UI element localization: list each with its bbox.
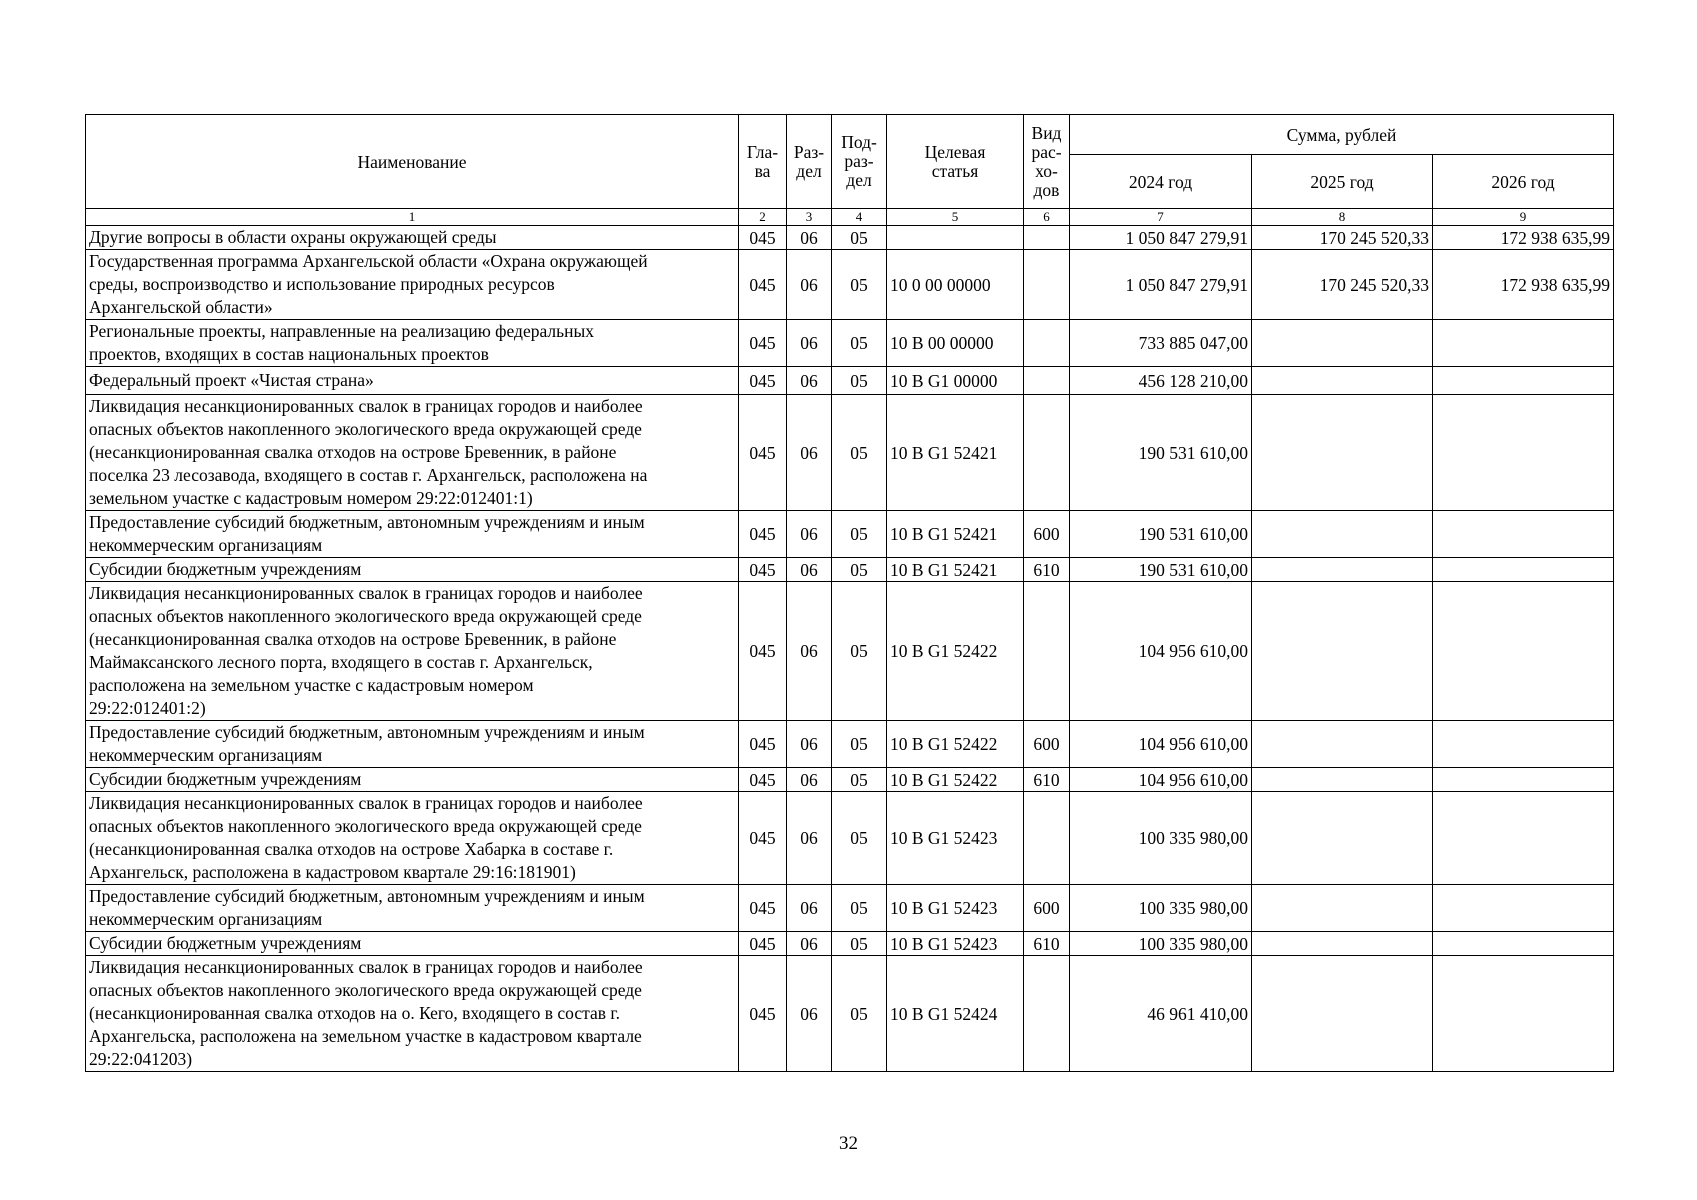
- table-body: [86, 226, 1614, 1072]
- cell-2024: 190 531 610,00: [1070, 395, 1252, 511]
- cell-name-line: некоммерческим организациям: [89, 745, 323, 765]
- cell-2026: [1433, 932, 1614, 956]
- cell-name-line: Предоставление субсидий бюджетным, автономным учреждениям и иным: [89, 722, 645, 742]
- cell-2024: 456 128 210,00: [1070, 367, 1252, 395]
- header-podrazdel: Под- раз- дел: [832, 115, 887, 209]
- cell-vid: [1024, 250, 1070, 320]
- cell-razdel: 06: [787, 395, 832, 511]
- cell-target: 10 В G1 52422: [887, 721, 1024, 768]
- cell-name-line: Федеральный проект «Чистая страна»: [89, 370, 374, 390]
- cell-razdel: 06: [787, 885, 832, 932]
- cell-2025: [1252, 792, 1433, 885]
- header-name: Наименование: [86, 115, 739, 209]
- column-number: 7: [1070, 209, 1252, 226]
- cell-2025: [1252, 768, 1433, 792]
- header-vid: Вид рас- хо- дов: [1024, 115, 1070, 209]
- table-row: [86, 320, 1614, 367]
- cell-glava: 045: [739, 250, 787, 320]
- cell-name: [86, 250, 739, 320]
- cell-podrazdel: 05: [832, 367, 887, 395]
- cell-target: 10 В G1 52421: [887, 558, 1024, 582]
- cell-podrazdel: 05: [832, 721, 887, 768]
- cell-name-line: расположена на земельном участке с кадастровым номером: [89, 675, 534, 695]
- table-row: [86, 721, 1614, 768]
- cell-target: 10 В G1 52421: [887, 395, 1024, 511]
- cell-2025: [1252, 956, 1433, 1072]
- cell-vid: [1024, 956, 1070, 1072]
- cell-glava: 045: [739, 721, 787, 768]
- cell-2026: [1433, 367, 1614, 395]
- cell-2024: 190 531 610,00: [1070, 558, 1252, 582]
- cell-podrazdel: 05: [832, 932, 887, 956]
- cell-name-line: опасных объектов накопленного экологического вреда окружающей среде: [89, 419, 642, 439]
- cell-2025: [1252, 721, 1433, 768]
- column-number-row: [86, 209, 1614, 226]
- cell-name-line: Региональные проекты, направленные на реализацию федеральных: [89, 321, 594, 341]
- cell-target: 10 В G1 52422: [887, 768, 1024, 792]
- cell-target: 10 В G1 52423: [887, 792, 1024, 885]
- header-glava: Гла- ва: [739, 115, 787, 209]
- cell-2025: 170 245 520,33: [1252, 250, 1433, 320]
- cell-2025: [1252, 367, 1433, 395]
- column-number: 5: [887, 209, 1024, 226]
- cell-name-line: Предоставление субсидий бюджетным, автономным учреждениям и иным: [89, 886, 645, 906]
- cell-razdel: 06: [787, 367, 832, 395]
- cell-2025: [1252, 558, 1433, 582]
- cell-name-line: 29:22:012401:2): [89, 698, 206, 718]
- table-row: [86, 511, 1614, 558]
- cell-2026: [1433, 721, 1614, 768]
- cell-2026: [1433, 395, 1614, 511]
- column-number: 9: [1433, 209, 1614, 226]
- column-number: 1: [86, 209, 739, 226]
- cell-2026: [1433, 511, 1614, 558]
- budget-table: [85, 114, 1614, 1072]
- cell-name-line: (несанкционированная свалка отходов на острове Бревенник, в районе: [89, 629, 617, 649]
- cell-2024: 1 050 847 279,91: [1070, 226, 1252, 250]
- cell-vid: 600: [1024, 511, 1070, 558]
- cell-name-line: опасных объектов накопленного экологического вреда окружающей среде: [89, 606, 642, 626]
- header-row-top: [86, 115, 1614, 155]
- cell-2026: 172 938 635,99: [1433, 226, 1614, 250]
- cell-podrazdel: 05: [832, 558, 887, 582]
- cell-target: [887, 226, 1024, 250]
- cell-name: [86, 395, 739, 511]
- cell-vid: 610: [1024, 768, 1070, 792]
- cell-razdel: 06: [787, 250, 832, 320]
- cell-podrazdel: 05: [832, 250, 887, 320]
- cell-vid: [1024, 320, 1070, 367]
- cell-glava: 045: [739, 885, 787, 932]
- cell-name: [86, 511, 739, 558]
- cell-2024: 190 531 610,00: [1070, 511, 1252, 558]
- column-number: 8: [1252, 209, 1433, 226]
- page-number: 32: [839, 1133, 858, 1154]
- cell-name-line: Субсидии бюджетным учреждениям: [89, 933, 362, 953]
- table-row: [86, 932, 1614, 956]
- cell-vid: 600: [1024, 885, 1070, 932]
- cell-2025: [1252, 511, 1433, 558]
- cell-2025: [1252, 582, 1433, 721]
- cell-name-line: Субсидии бюджетным учреждениям: [89, 769, 362, 789]
- cell-glava: 045: [739, 956, 787, 1072]
- cell-name: [86, 885, 739, 932]
- cell-2024: 100 335 980,00: [1070, 885, 1252, 932]
- cell-name: [86, 367, 739, 395]
- cell-glava: 045: [739, 768, 787, 792]
- cell-2024: 100 335 980,00: [1070, 932, 1252, 956]
- cell-name-line: Государственная программа Архангельской области «Охрана окружающей: [89, 251, 648, 271]
- header-razdel: Раз- дел: [787, 115, 832, 209]
- table-row: [86, 226, 1614, 250]
- header-target: Целевая статья: [887, 115, 1024, 209]
- table-row: [86, 956, 1614, 1072]
- cell-razdel: 06: [787, 558, 832, 582]
- cell-name-line: Ликвидация несанкционированных свалок в границах городов и наиболее: [89, 957, 643, 977]
- cell-name-line: Другие вопросы в области охраны окружающей среды: [89, 227, 497, 247]
- cell-2026: [1433, 792, 1614, 885]
- cell-2024: 100 335 980,00: [1070, 792, 1252, 885]
- cell-2026: [1433, 956, 1614, 1072]
- cell-name-line: среды, воспроизводство и использование природных ресурсов: [89, 274, 555, 294]
- cell-name-line: (несанкционированная свалка отходов на острове Бревенник, в районе: [89, 442, 617, 462]
- cell-podrazdel: 05: [832, 320, 887, 367]
- cell-name: [86, 721, 739, 768]
- cell-2024: 104 956 610,00: [1070, 768, 1252, 792]
- cell-podrazdel: 05: [832, 226, 887, 250]
- header-sum: Сумма, рублей: [1070, 115, 1614, 155]
- cell-podrazdel: 05: [832, 768, 887, 792]
- table-row: [86, 367, 1614, 395]
- column-number: 2: [739, 209, 787, 226]
- table-row: [86, 885, 1614, 932]
- cell-2026: 172 938 635,99: [1433, 250, 1614, 320]
- cell-name-line: опасных объектов накопленного экологического вреда окружающей среде: [89, 980, 642, 1000]
- cell-name-line: опасных объектов накопленного экологического вреда окружающей среде: [89, 816, 642, 836]
- cell-name-line: некоммерческим организациям: [89, 535, 323, 555]
- cell-razdel: 06: [787, 511, 832, 558]
- cell-vid: [1024, 582, 1070, 721]
- cell-name-line: Ликвидация несанкционированных свалок в границах городов и наиболее: [89, 583, 643, 603]
- cell-name: [86, 226, 739, 250]
- cell-2025: [1252, 395, 1433, 511]
- cell-2026: [1433, 768, 1614, 792]
- cell-2026: [1433, 558, 1614, 582]
- cell-podrazdel: 05: [832, 885, 887, 932]
- cell-target: 10 В G1 52423: [887, 932, 1024, 956]
- cell-glava: 045: [739, 558, 787, 582]
- column-number: 3: [787, 209, 832, 226]
- cell-name-line: некоммерческим организациям: [89, 909, 323, 929]
- cell-glava: 045: [739, 226, 787, 250]
- cell-name: [86, 768, 739, 792]
- cell-glava: 045: [739, 511, 787, 558]
- budget-table-container: [85, 114, 1614, 1072]
- cell-name-line: 29:22:041203): [89, 1049, 193, 1069]
- cell-glava: 045: [739, 582, 787, 721]
- cell-vid: [1024, 792, 1070, 885]
- cell-2026: [1433, 885, 1614, 932]
- cell-glava: 045: [739, 320, 787, 367]
- cell-2026: [1433, 320, 1614, 367]
- table-row: [86, 395, 1614, 511]
- cell-name: [86, 932, 739, 956]
- cell-name-line: Ликвидация несанкционированных свалок в границах городов и наиболее: [89, 793, 643, 813]
- cell-name-line: Архангельска, расположена на земельном участке в кадастровом квартале: [89, 1026, 642, 1046]
- cell-razdel: 06: [787, 956, 832, 1072]
- cell-name: [86, 792, 739, 885]
- cell-name: [86, 956, 739, 1072]
- cell-target: 10 В 00 00000: [887, 320, 1024, 367]
- table-row: [86, 768, 1614, 792]
- cell-vid: 610: [1024, 932, 1070, 956]
- cell-glava: 045: [739, 792, 787, 885]
- cell-target: 10 В G1 52424: [887, 956, 1024, 1072]
- cell-glava: 045: [739, 395, 787, 511]
- cell-vid: [1024, 367, 1070, 395]
- cell-vid: [1024, 226, 1070, 250]
- cell-name-line: Субсидии бюджетным учреждениям: [89, 559, 362, 579]
- cell-name-line: Архангельск, расположена в кадастровом квартале 29:16:181901): [89, 862, 576, 882]
- cell-razdel: 06: [787, 320, 832, 367]
- cell-name-line: земельном участке с кадастровым номером 29:22:012401:1): [89, 488, 533, 508]
- cell-glava: 045: [739, 367, 787, 395]
- cell-name: [86, 320, 739, 367]
- cell-target: 10 0 00 00000: [887, 250, 1024, 320]
- table-row: [86, 792, 1614, 885]
- cell-name-line: Предоставление субсидий бюджетным, автономным учреждениям и иным: [89, 512, 645, 532]
- cell-razdel: 06: [787, 721, 832, 768]
- header-2025: 2025 год: [1252, 155, 1433, 209]
- cell-podrazdel: 05: [832, 792, 887, 885]
- cell-2026: [1433, 582, 1614, 721]
- cell-podrazdel: 05: [832, 582, 887, 721]
- cell-2024: 1 050 847 279,91: [1070, 250, 1252, 320]
- cell-name-line: поселка 23 лесозавода, входящего в состав г. Архангельск, расположена на: [89, 465, 648, 485]
- cell-podrazdel: 05: [832, 511, 887, 558]
- cell-vid: 610: [1024, 558, 1070, 582]
- cell-razdel: 06: [787, 792, 832, 885]
- table-row: [86, 558, 1614, 582]
- cell-podrazdel: 05: [832, 395, 887, 511]
- cell-2025: [1252, 885, 1433, 932]
- cell-2024: 104 956 610,00: [1070, 582, 1252, 721]
- cell-name-line: Ликвидация несанкционированных свалок в границах городов и наиболее: [89, 396, 643, 416]
- cell-razdel: 06: [787, 582, 832, 721]
- cell-razdel: 06: [787, 226, 832, 250]
- table-row: [86, 582, 1614, 721]
- column-number: 4: [832, 209, 887, 226]
- cell-podrazdel: 05: [832, 956, 887, 1072]
- cell-name-line: Маймаксанского лесного порта, входящего в состав г. Архангельск,: [89, 652, 593, 672]
- cell-name-line: (несанкционированная свалка отходов на острове Хабарка в составе г.: [89, 839, 614, 859]
- cell-2024: 46 961 410,00: [1070, 956, 1252, 1072]
- cell-vid: 600: [1024, 721, 1070, 768]
- cell-2024: 104 956 610,00: [1070, 721, 1252, 768]
- cell-razdel: 06: [787, 932, 832, 956]
- cell-name-line: проектов, входящих в состав национальных проектов: [89, 344, 489, 364]
- header-2026: 2026 год: [1433, 155, 1614, 209]
- cell-target: 10 В G1 52423: [887, 885, 1024, 932]
- cell-target: 10 В G1 52421: [887, 511, 1024, 558]
- cell-2024: 733 885 047,00: [1070, 320, 1252, 367]
- cell-2025: [1252, 932, 1433, 956]
- header-2024: 2024 год: [1070, 155, 1252, 209]
- cell-target: 10 В G1 00000: [887, 367, 1024, 395]
- cell-glava: 045: [739, 932, 787, 956]
- cell-vid: [1024, 395, 1070, 511]
- cell-name: [86, 582, 739, 721]
- cell-razdel: 06: [787, 768, 832, 792]
- cell-name-line: (несанкционированная свалка отходов на о. Кего, входящего в состав г.: [89, 1003, 620, 1023]
- table-row: [86, 250, 1614, 320]
- cell-name-line: Архангельской области»: [89, 297, 273, 317]
- cell-2025: 170 245 520,33: [1252, 226, 1433, 250]
- cell-target: 10 В G1 52422: [887, 582, 1024, 721]
- column-number: 6: [1024, 209, 1070, 226]
- cell-name: [86, 558, 739, 582]
- cell-2025: [1252, 320, 1433, 367]
